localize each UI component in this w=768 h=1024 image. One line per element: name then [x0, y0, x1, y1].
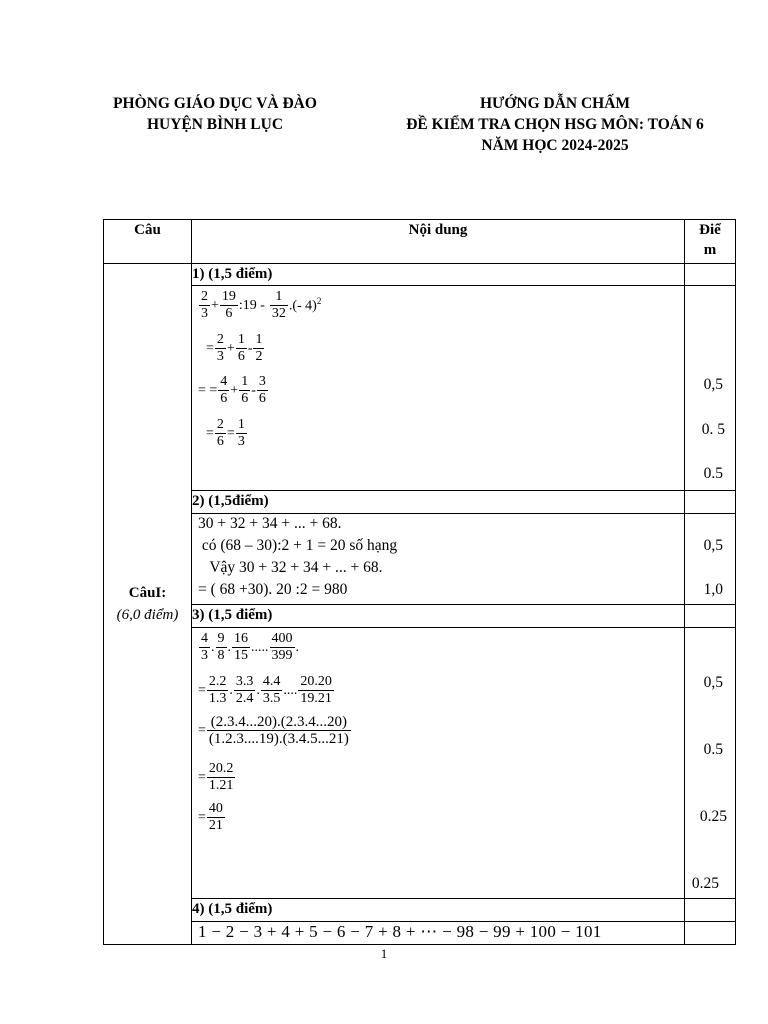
score: 0,5 [703, 674, 723, 691]
part3-line1: $\frac{4}{3}$ . $\frac{9}{8}$ . $\frac{16}{15}$ ..... $\frac{400}{399}$ . [201, 631, 299, 663]
cau-points: (6,0 điểm) [116, 607, 179, 623]
score: 0.5 [703, 741, 723, 758]
part2-title-score [685, 491, 736, 514]
col-header-diem-line2: m [703, 242, 717, 258]
fraction: $\frac{19}{6}$ [221, 289, 236, 321]
header-right-line2: ĐỀ KIỂM TRA CHỌN HSG MÔN: TOÁN 6 [406, 116, 704, 133]
col-header-noidung: Nội dung [192, 220, 685, 264]
fraction: $\frac{2}{3}$ [201, 289, 208, 321]
part1-title-score [685, 264, 736, 286]
cau-label: CâuI: [128, 585, 167, 601]
score: 0,5 [703, 537, 723, 554]
col-header-diem [685, 220, 736, 264]
score: 0.25 [691, 875, 719, 892]
part3-title-score [685, 605, 736, 628]
part1-line4: = $\frac{2}{6}$ = $\frac{1}{3}$ [206, 417, 245, 449]
part3-content [192, 628, 685, 899]
score: 0. 5 [701, 421, 725, 438]
part1-line1: $\frac{2}{3}$ + $\frac{19}{6}$ :19 - $\frac{1}{32}$ .(- 4)$^2$ [201, 289, 322, 321]
part3-title: 3) (1,5 điểm) [192, 605, 685, 628]
part3-line2: = $\frac{2.2}{1.3}$ . $\frac{3.3}{2.4}$ . $\frac{4.4}{3.5}$ .... $\frac{20.20}{19.21}$ [198, 674, 332, 706]
part4-title-score [685, 899, 736, 922]
part2-line3: Vậy 30 + 32 + 34 + ... + 68. [198, 559, 383, 576]
part4-scores [685, 922, 736, 945]
part1-scores [685, 286, 736, 491]
header-left-line2: HUYỆN BÌNH LỤC [146, 116, 284, 133]
part3-line3: = $\frac{(2.3.4...20).(2.3.4...20)}{(1.2.3....19).(3.4.5...21)}$ [198, 714, 349, 747]
col-header-cau: Câu [104, 220, 192, 264]
header-left-line1: PHÒNG GIÁO DỤC VÀ ĐÀO [113, 95, 317, 112]
score: 0,5 [703, 376, 723, 393]
part2-content [192, 514, 685, 605]
part2-line1: 30 + 32 + 34 + ... + 68. [198, 515, 342, 532]
part3-scores [685, 628, 736, 899]
part3-line5: = $\frac{40}{21}$ [198, 801, 223, 833]
fraction: $\frac{1}{32}$ [271, 289, 286, 321]
part4-expression: 1 − 2 − 3 + 4 + 5 − 6 − 7 + 8 + ⋯ − 98 − 99 + 100 − 101 [198, 922, 602, 941]
part4-content [192, 922, 685, 945]
page-number: 1 [380, 946, 388, 961]
part1-line3: = = $\frac{4}{6}$ + $\frac{1}{6}$ - $\frac{3}{6}$ [198, 374, 266, 406]
part2-title: 2) (1,5điểm) [192, 491, 685, 514]
part3-line4: = $\frac{20.2}{1.21}$ [198, 761, 234, 793]
part1-line2: = $\frac{2}{3}$ + $\frac{1}{6}$ - $\frac{1}{2}$ [206, 332, 263, 364]
header-right-line3: NĂM HỌC 2024-2025 [481, 137, 629, 154]
score: 0.25 [699, 808, 727, 825]
cau-label-cell [104, 264, 192, 945]
score: 0.5 [703, 465, 723, 482]
part1-content [192, 286, 685, 491]
part4-title: 4) (1,5 điểm) [192, 899, 685, 922]
part2-line2: có (68 – 30):2 + 1 = 20 số hạng [198, 537, 398, 554]
grading-table [103, 219, 736, 945]
col-header-diem-line1: Điể [699, 222, 721, 238]
part2-line4: = ( 68 +30). 20 :2 = 980 [198, 581, 348, 598]
header-right [360, 93, 750, 156]
part2-scores [685, 514, 736, 605]
score: 1,0 [703, 581, 723, 598]
header-left [60, 93, 370, 135]
header-right-line1: HƯỚNG DẪN CHẤM [479, 95, 631, 112]
part1-title: 1) (1,5 điểm) [192, 264, 685, 286]
